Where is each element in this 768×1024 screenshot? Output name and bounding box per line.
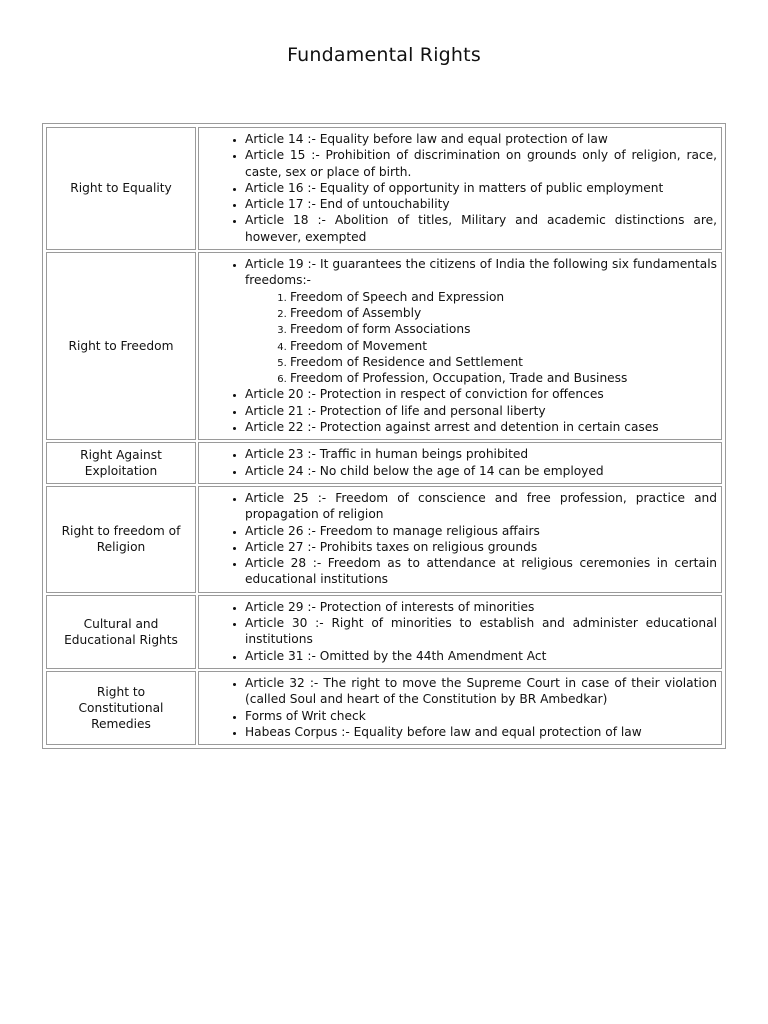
list-item: • Article 23 :- Traffic in human beings prohibited xyxy=(245,446,717,462)
article-list xyxy=(199,446,717,479)
article-list xyxy=(199,131,717,245)
category-cell: Right Against Exploitation xyxy=(46,442,196,484)
freedom-item: 6. Freedom of Profession, Occupation, Trade and Business xyxy=(290,370,717,386)
article-list xyxy=(199,490,717,588)
page-title: Fundamental Rights xyxy=(287,44,481,66)
freedoms-list xyxy=(245,289,717,387)
article-list xyxy=(199,599,717,664)
list-item: • Article 29 :- Protection of interests of minorities xyxy=(245,599,717,615)
list-item: • Article 14 :- Equality before law and equal protection of law xyxy=(245,131,717,147)
article-list xyxy=(199,675,717,740)
list-item: • Article 32 :- The right to move the Supreme Court in case of their violation (called Soul and heart of the Constitution by BR Ambedkar) xyxy=(245,675,717,708)
list-item: • Article 28 :- Freedom as to attendance at religious ceremonies in certain educational institutions xyxy=(245,555,717,588)
list-item: • Article 20 :- Protection in respect of conviction for offences xyxy=(245,386,717,402)
table-row xyxy=(46,595,722,669)
category-cell: Right to Constitutional Remedies xyxy=(46,671,196,745)
articles-cell xyxy=(198,252,722,440)
freedom-item: 1. Freedom of Speech and Expression xyxy=(290,289,717,305)
articles-cell xyxy=(198,671,722,745)
list-item: • Article 21 :- Protection of life and personal liberty xyxy=(245,403,717,419)
list-item: • Article 25 :- Freedom of conscience and free profession, practice and propagation of religion xyxy=(245,490,717,523)
freedom-item: 5. Freedom of Residence and Settlement xyxy=(290,354,717,370)
list-item: • Article 26 :- Freedom to manage religious affairs xyxy=(245,523,717,539)
list-item xyxy=(245,256,717,386)
table-row xyxy=(46,252,722,440)
list-item: • Article 18 :- Abolition of titles, Military and academic distinctions are, however, exempted xyxy=(245,212,717,245)
list-item: • Article 22 :- Protection against arrest and detention in certain cases xyxy=(245,419,717,435)
list-item-text: Article 19 :- It guarantees the citizens of India the following six fundamentals freedoms:- xyxy=(245,257,717,288)
freedom-item: 2. Freedom of Assembly xyxy=(290,305,717,321)
list-item: • Article 17 :- End of untouchability xyxy=(245,196,717,212)
table-row xyxy=(46,486,722,593)
articles-cell xyxy=(198,442,722,484)
freedom-item: 3. Freedom of form Associations xyxy=(290,321,717,337)
articles-cell xyxy=(198,127,722,250)
category-cell: Cultural and Educational Rights xyxy=(46,595,196,669)
list-item: • Habeas Corpus :- Equality before law and equal protection of law xyxy=(245,724,717,740)
list-item: • Article 16 :- Equality of opportunity in matters of public employment xyxy=(245,180,717,196)
table-row xyxy=(46,127,722,250)
list-item: • Forms of Writ check xyxy=(245,708,717,724)
list-item: • Article 30 :- Right of minorities to establish and administer educational institutions xyxy=(245,615,717,648)
category-cell: Right to freedom of Religion xyxy=(46,486,196,593)
category-cell: Right to Equality xyxy=(46,127,196,250)
table-row xyxy=(46,671,722,745)
articles-cell xyxy=(198,486,722,593)
fundamental-rights-table xyxy=(42,123,726,749)
article-list xyxy=(199,256,717,435)
category-cell: Right to Freedom xyxy=(46,252,196,440)
freedom-item: 4. Freedom of Movement xyxy=(290,338,717,354)
table-row xyxy=(46,442,722,484)
list-item: • Article 31 :- Omitted by the 44th Amendment Act xyxy=(245,648,717,664)
list-item: • Article 27 :- Prohibits taxes on religious grounds xyxy=(245,539,717,555)
articles-cell xyxy=(198,595,722,669)
list-item: • Article 15 :- Prohibition of discrimination on grounds only of religion, race, caste, sex or place of birth. xyxy=(245,147,717,180)
list-item: • Article 24 :- No child below the age of 14 can be employed xyxy=(245,463,717,479)
